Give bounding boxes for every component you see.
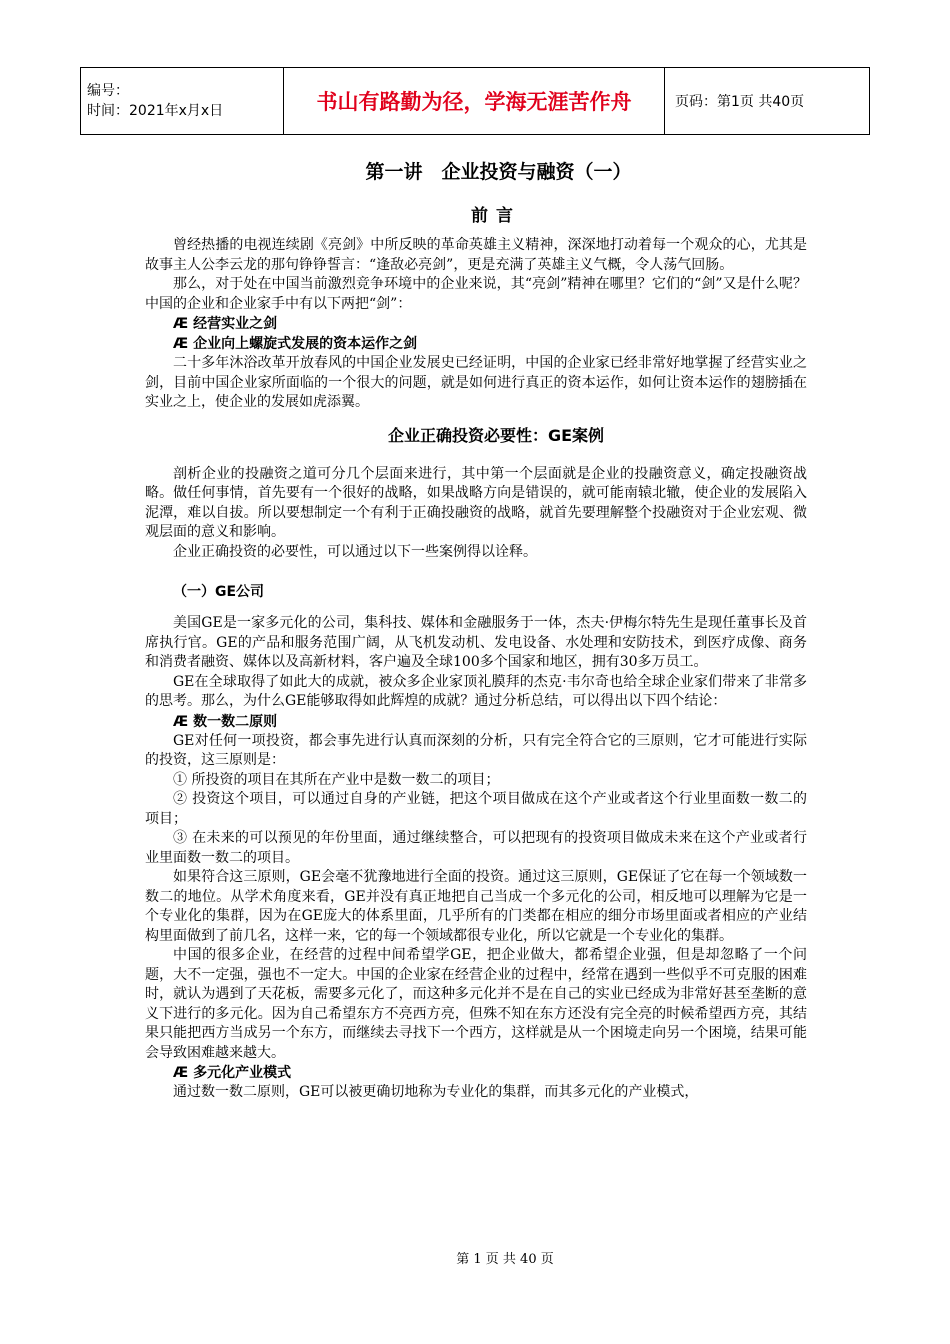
document-body (145, 152, 807, 1103)
header-meta-cell (81, 68, 284, 135)
page-footer: 第 1 页 共 40 页 (456, 1252, 554, 1267)
ge-paragraph-1: 美国GE是一家多元化的公司，集科技、媒体和金融服务于一体，杰夫·伊梅尔特先生是现任董事长及首席执行官。GE的产品和服务范围广阔，从飞机发动机、发电设备、水处理和安防技术，到医疗成像、商务和消费者融资、媒体以及高新材料，客户遍及全球100多个国家和地区，拥有30多万员工。 (145, 615, 807, 670)
principle-item-3: ③ 在未来的可以预见的年份里面，通过继续整合，可以把现有的投资项目做成未来在这个产业或者行业里面数一数二的项目。 (145, 830, 807, 866)
principle-bullet: Æ 数一数二原则 (173, 713, 278, 730)
intro-paragraph-1: 曾经热播的电视连续剧《亮剑》中所反映的革命英雄主义精神，深深地打动着每一个观众的心，尤其是故事主人公李云龙的那句铮铮誓言：“逢敌必亮剑”，更是充满了英雄主义气概，令人荡气回肠。 (145, 237, 807, 273)
principle-item-2: ② 投资这个项目，可以通过自身的产业链，把这个项目做成在这个产业或者这个行业里面数一数二的项目； (145, 791, 807, 827)
ge-paragraph-2: GE在全球取得了如此大的成就，被众多企业家顶礼膜拜的杰克·韦尔奇也给全球企业家们带来了非常多的思考。那么，为什么GE能够取得如此辉煌的成就？通过分析总结，可以得出以下四个结论： (145, 673, 807, 709)
section-paragraph-2: 企业正确投资的必要性，可以通过以下一些案例得以诠释。 (173, 543, 537, 560)
header-motto: 书山有路勤为径，学海无涯苦作舟 (284, 68, 665, 135)
intro-bullet-2: Æ 企业向上螺旋式发展的资本运作之剑 (173, 336, 418, 352)
diversified-bullet: Æ 多元化产业模式 (173, 1065, 292, 1081)
intro-paragraph-3: 二十多年沐浴改革开放春风的中国企业发展史已经证明，中国的企业家已经非常好地掌握了经营实业之剑，目前中国企业家所面临的一个很大的问题，就是如何进行真正的资本运作，如何让资本运作的翅膀插在实业之上，使企业的发展如虎添翼。 (145, 355, 807, 410)
header-page-info: 页码：第1页 共40页 (665, 68, 870, 135)
doc-time-label: 时间：2021年x月x日 (87, 103, 224, 119)
principle-paragraph-1: GE对任何一项投资，都会事先进行认真而深刻的分析，只有完全符合它的三原则，它才可能进行实际的投资，这三原则是： (145, 732, 807, 768)
subsection-heading: （一）GE公司 (173, 584, 265, 600)
header-table (80, 67, 870, 135)
principle-item-1: ① 所投资的项目在其所在产业中是数一数二的项目； (173, 771, 500, 788)
preface-heading: 前言 (471, 206, 521, 226)
intro-bullet-1: Æ 经营实业之剑 (173, 316, 278, 332)
principle-paragraph-3: 中国的很多企业，在经营的过程中间希望学GE，把企业做大，都希望企业强，但是却忽略了一个问题，大不一定强，强也不一定大。中国的企业家在经营企业的过程中，经常在遇到一些似乎不可克服的困难时，就认为遇到了天花板，需要多元化了，而这种多元化并不是在自己的实业已经成为非常好甚至垄断的意义下进行的多元化。因为自己希望东方不亮西方亮，但殊不知在东方还没有完全亮的时候希望西方亮，其结果只能把西方当成另一个东方，而继续去寻找下一个西方，这样就是从一个困境走向另一个困境，结果可能会导致困难越来越大。 (145, 947, 807, 1061)
section-heading: 企业正确投资必要性：GE案例 (387, 425, 605, 445)
lecture-title: 第一讲 企业投资与融资（一） (365, 161, 632, 183)
doc-number-label: 编号： (87, 83, 129, 99)
intro-paragraph-2: 那么，对于处在中国当前激烈竞争环境中的企业来说，其“亮剑”精神在哪里？它们的“剑”又是什么呢？中国的企业和企业家手中有以下两把“剑”： (145, 276, 807, 312)
last-paragraph: 通过数一数二原则，GE可以被更确切地称为专业化的集群，而其多元化的产业模式， (173, 1084, 699, 1100)
section-paragraph-1: 剖析企业的投融资之道可分几个层面来进行，其中第一个层面就是企业的投融资意义，确定投融资战略。做任何事情，首先要有一个很好的战略，如果战略方向是错误的，就可能南辕北辙，使企业的发展陷入泥潭，难以自拔。所以要想制定一个有利于正确投融资的战略，就首先要理解整个投融资对于企业宏观、微观层面的意义和影响。 (145, 465, 807, 540)
principle-paragraph-2: 如果符合这三原则，GE会毫不犹豫地进行全面的投资。通过这三原则，GE保证了它在每一个领域数一数二的地位。从学术角度来看，GE并没有真正地把自己当成一个多元化的公司，相反地可以理解为它是一个专业化的集群，因为在GE庞大的体系里面，几乎所有的门类都在相应的细分市场里面或者相应的产业结构里面做到了前几名，这样一来，它的每一个领域都很专业化，所以它就是一个专业化的集群。 (145, 869, 807, 944)
